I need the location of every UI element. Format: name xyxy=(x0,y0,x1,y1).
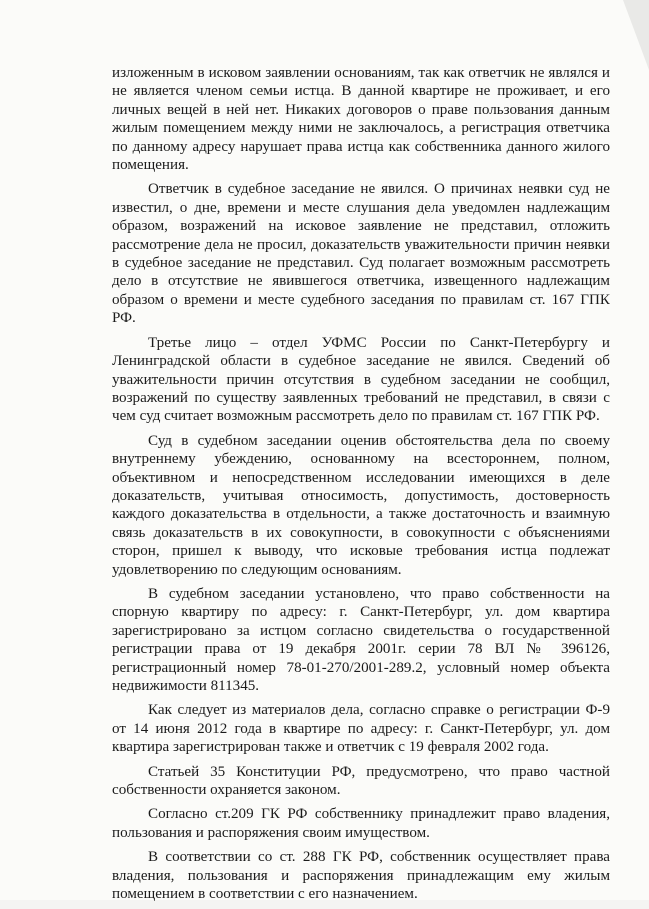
paragraph-9: В соответствии со ст. 288 ГК РФ, собственник осуществляет права владения, пользования и распоряжения принадлежащим ему жилым помещением в соответствии с его назначением. xyxy=(112,849,610,903)
folded-corner xyxy=(623,0,649,70)
paragraph-6: Как следует из материалов дела, согласно справке о регистрации Ф-9 от 14 июня 2012 года в квартире по адресу: г. Санкт-Петербург, ул. дом квартира зарегистрирован также и ответчик с 19 февраля 2002 года. xyxy=(112,702,610,756)
paragraph-1: изложенным в исковом заявлении основаниям, так как ответчик не являлся и не является членом семьи истца. В данной квартире не проживает, и его личных вещей в ней нет. Никаких договоров о праве пользования данным жилым помещением между ними не заключалось, а регистрация ответчика по данному адресу нарушает права истца как собственника данного жилого помещения. xyxy=(112,65,610,174)
paragraph-3: Третье лицо – отдел УФМС России по Санкт-Петербургу и Ленинградской области в судебное заседание не явился. Сведений об уважительности причин отсутствия в судебном заседании не сообщил, возражений по существу заявленных требований не представил, в связи с чем суд считает возможным рассмотреть дело по правилам ст. 167 ГПК РФ. xyxy=(112,334,610,425)
paragraph-8: Согласно ст.209 ГК РФ собственнику принадлежит право владения, пользования и распоряжения своим имуществом. xyxy=(112,806,610,841)
paragraph-5: В судебном заседании установлено, что право собственности на спорную квартиру по адресу: г. Санкт-Петербург, ул. дом квартира зарегистрировано за истцом согласно свидетельства о государственной регистрации права от 19 декабря 2001г. серии 78 ВЛ № 396126, регистрационный номер 78-01-270/2001-289.2, условный номер объекта недвижимости 811345. xyxy=(112,585,610,694)
paragraph-2: Ответчик в судебное заседание не явился. О причинах неявки суд не известил, о дне, времени и месте слушания дела уведомлен надлежащим образом, возражений на исковое заявление не представил, отложить рассмотрение дела не просил, доказательств уважительности причин неявки в судебное заседание не представил. Суд полагает возможным рассмотреть дело в отсутствие не явившегося ответчика, извещенного надлежащим образом о времени и месте судебного заседания по правилам ст. 167 ГПК РФ. xyxy=(112,181,610,327)
paragraph-7: Статьей 35 Конституции РФ, предусмотрено, что право частной собственности охраняется законом. xyxy=(112,763,610,799)
paragraph-4: Суд в судебном заседании оценив обстоятельства дела по своему внутреннему убеждению, основанному на всестороннем, полном, объективном и непосредственном исследовании имеющихся в деле доказательств, учитывая относимость, допустимость, достоверность каждого доказательства в отдельности, а также достаточность и взаимную связь доказательств в их совокупности, в совокупности с объяснениями сторон, пришел к выводу, что исковые требования истца подлежат удовлетворению по следующим основаниям. xyxy=(112,432,610,578)
document-body xyxy=(112,64,610,909)
